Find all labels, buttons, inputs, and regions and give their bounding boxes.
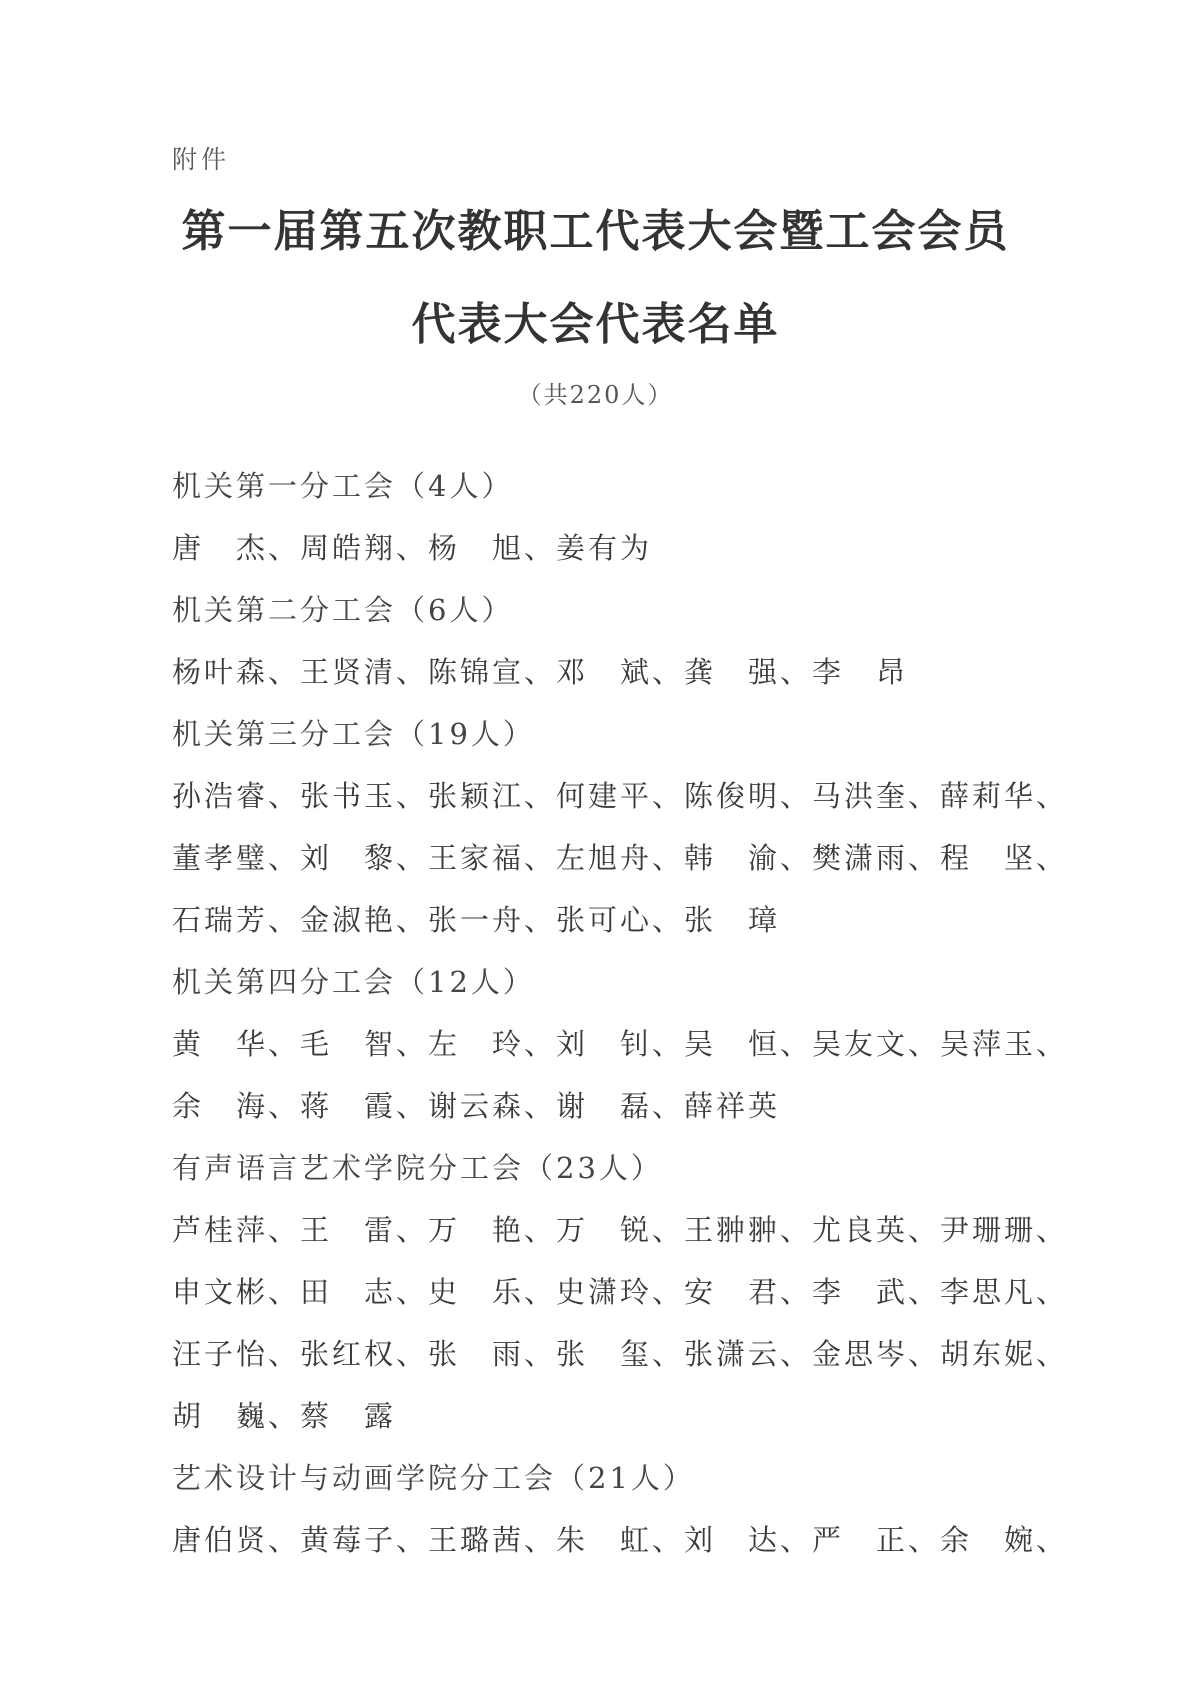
name-line: 石瑞芳、金淑艳、张一舟、张可心、张 璋 [172, 903, 781, 937]
name-line: 芦桂萍、王 雷、万 艳、万 锐、王翀翀、尤良英、尹珊珊、 [172, 1213, 1069, 1247]
name-line: 唐 杰、周皓翔、杨 旭、姜有为 [172, 531, 653, 565]
section-heading: 机关第一分工会（4人） [172, 469, 514, 503]
name-line: 孙浩睿、张书玉、张颖江、何建平、陈俊明、马洪奎、薛莉华、 [172, 779, 1069, 813]
representative-list [172, 455, 1069, 1571]
name-line: 申文彬、田 志、史 乐、史潇玲、安 君、李 武、李思凡、 [172, 1275, 1069, 1309]
name-line: 汪子怡、张红权、张 雨、张 玺、张潇云、金思岑、胡东妮、 [172, 1337, 1069, 1371]
section-heading: 有声语言艺术学院分工会（23人） [172, 1151, 663, 1185]
name-line: 杨叶森、王贤清、陈锦宣、邓 斌、龚 强、李 昂 [172, 655, 909, 689]
name-line: 余 海、蒋 霞、谢云森、谢 磊、薛祥英 [172, 1089, 781, 1123]
document-title-line-1: 第一届第五次教职工代表大会暨工会会员 [181, 206, 1010, 257]
attachment-label: 附件 [172, 145, 231, 174]
name-line: 胡 巍、蔡 露 [172, 1399, 397, 1433]
total-count: （共220人） [517, 381, 674, 409]
section-heading: 艺术设计与动画学院分工会（21人） [172, 1461, 695, 1495]
name-line: 黄 华、毛 智、左 玲、刘 钊、吴 恒、吴友文、吴萍玉、 [172, 1027, 1069, 1061]
document-title-line-2: 代表大会代表名单 [411, 299, 780, 350]
name-line: 董孝璧、刘 黎、王家福、左旭舟、韩 渝、樊潇雨、程 坚、 [172, 841, 1069, 875]
name-line: 唐伯贤、黄莓子、王璐茜、朱 虹、刘 达、严 正、余 婉、 [172, 1523, 1069, 1557]
section-heading: 机关第四分工会（12人） [172, 965, 535, 999]
section-heading: 机关第二分工会（6人） [172, 593, 514, 627]
section-heading: 机关第三分工会（19人） [172, 717, 535, 751]
